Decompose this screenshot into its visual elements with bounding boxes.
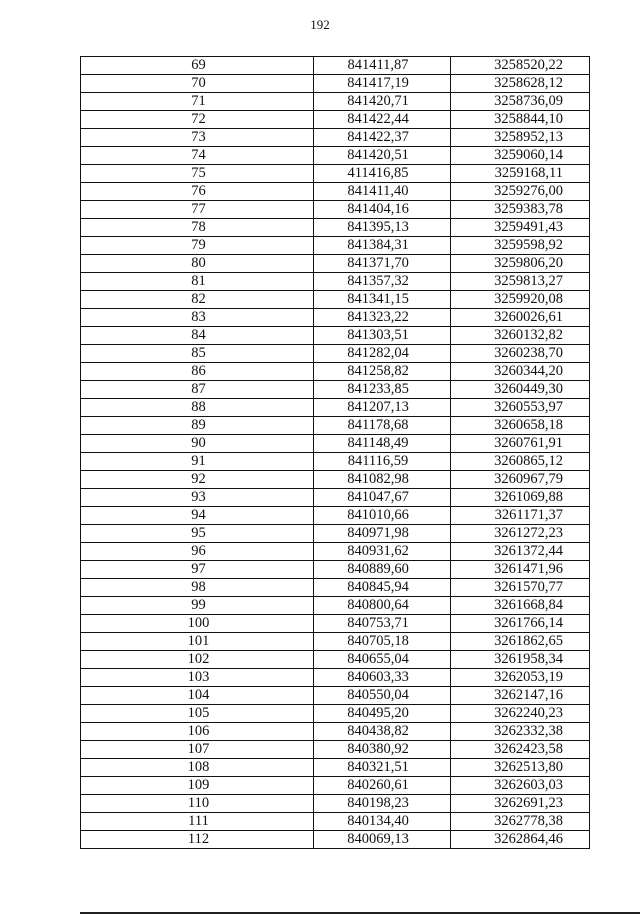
x-coordinate-cell: 841395,13: [314, 219, 451, 237]
table-row: [81, 831, 590, 849]
x-coordinate-cell: 841341,15: [314, 291, 451, 309]
x-coordinate-cell: 841384,31: [314, 237, 451, 255]
point-number-cell: 108: [81, 759, 314, 777]
x-coordinate-cell: 841323,22: [314, 309, 451, 327]
y-coordinate-cell: 3261668,84: [451, 597, 590, 615]
y-coordinate-cell: 3259920,08: [451, 291, 590, 309]
table-row: [81, 75, 590, 93]
point-number-cell: 75: [81, 165, 314, 183]
point-number-cell: 74: [81, 147, 314, 165]
x-coordinate-cell: 841207,13: [314, 399, 451, 417]
x-coordinate-cell: 841420,71: [314, 93, 451, 111]
y-coordinate-cell: 3260132,82: [451, 327, 590, 345]
y-coordinate-cell: 3258952,13: [451, 129, 590, 147]
x-coordinate-cell: 841371,70: [314, 255, 451, 273]
x-coordinate-cell: 411416,85: [314, 165, 451, 183]
x-coordinate-cell: 840800,64: [314, 597, 451, 615]
point-number-cell: 109: [81, 777, 314, 795]
point-number-cell: 112: [81, 831, 314, 849]
table-row: [81, 291, 590, 309]
y-coordinate-cell: 3260553,97: [451, 399, 590, 417]
point-number-cell: 94: [81, 507, 314, 525]
x-coordinate-cell: 840971,98: [314, 525, 451, 543]
point-number-cell: 91: [81, 453, 314, 471]
y-coordinate-cell: 3260967,79: [451, 471, 590, 489]
table-row: [81, 183, 590, 201]
y-coordinate-cell: 3259060,14: [451, 147, 590, 165]
point-number-cell: 85: [81, 345, 314, 363]
x-coordinate-cell: 841082,98: [314, 471, 451, 489]
point-number-cell: 80: [81, 255, 314, 273]
table-row: [81, 309, 590, 327]
point-number-cell: 102: [81, 651, 314, 669]
table-row: [81, 129, 590, 147]
x-coordinate-cell: 841417,19: [314, 75, 451, 93]
point-number-cell: 97: [81, 561, 314, 579]
x-coordinate-cell: 841404,16: [314, 201, 451, 219]
table-row: [81, 615, 590, 633]
table-row: [81, 723, 590, 741]
table-row: [81, 273, 590, 291]
x-coordinate-cell: 841178,68: [314, 417, 451, 435]
y-coordinate-cell: 3261471,96: [451, 561, 590, 579]
point-number-cell: 86: [81, 363, 314, 381]
y-coordinate-cell: 3262053,19: [451, 669, 590, 687]
point-number-cell: 107: [81, 741, 314, 759]
page-number: 192: [310, 17, 330, 32]
point-number-cell: 99: [81, 597, 314, 615]
x-coordinate-cell: 841116,59: [314, 453, 451, 471]
x-coordinate-cell: 841303,51: [314, 327, 451, 345]
point-number-cell: 78: [81, 219, 314, 237]
point-number-cell: 77: [81, 201, 314, 219]
y-coordinate-cell: 3259276,00: [451, 183, 590, 201]
y-coordinate-cell: 3260761,91: [451, 435, 590, 453]
table-row: [81, 579, 590, 597]
point-number-cell: 110: [81, 795, 314, 813]
y-coordinate-cell: 3260658,18: [451, 417, 590, 435]
y-coordinate-cell: 3261069,88: [451, 489, 590, 507]
point-number-cell: 96: [81, 543, 314, 561]
y-coordinate-cell: 3259806,20: [451, 255, 590, 273]
y-coordinate-cell: 3262603,03: [451, 777, 590, 795]
y-coordinate-cell: 3260238,70: [451, 345, 590, 363]
point-number-cell: 100: [81, 615, 314, 633]
x-coordinate-cell: 841148,49: [314, 435, 451, 453]
point-number-cell: 98: [81, 579, 314, 597]
table-row: [81, 237, 590, 255]
x-coordinate-cell: 840495,20: [314, 705, 451, 723]
table-row: [81, 489, 590, 507]
table-row: [81, 741, 590, 759]
y-coordinate-cell: 3261171,37: [451, 507, 590, 525]
y-coordinate-cell: 3258520,22: [451, 57, 590, 75]
point-number-cell: 105: [81, 705, 314, 723]
y-coordinate-cell: 3262778,38: [451, 813, 590, 831]
x-coordinate-cell: 841422,44: [314, 111, 451, 129]
point-number-cell: 88: [81, 399, 314, 417]
table-row: [81, 561, 590, 579]
point-number-cell: 92: [81, 471, 314, 489]
table-row: [81, 687, 590, 705]
point-number-cell: 83: [81, 309, 314, 327]
table-row: [81, 597, 590, 615]
table-row: [81, 57, 590, 75]
x-coordinate-cell: 840380,92: [314, 741, 451, 759]
x-coordinate-cell: 840198,23: [314, 795, 451, 813]
y-coordinate-cell: 3261862,65: [451, 633, 590, 651]
table-row: [81, 93, 590, 111]
y-coordinate-cell: 3259383,78: [451, 201, 590, 219]
y-coordinate-cell: 3260865,12: [451, 453, 590, 471]
table-row: [81, 327, 590, 345]
point-number-cell: 93: [81, 489, 314, 507]
table-row: [81, 795, 590, 813]
table-row: [81, 417, 590, 435]
point-number-cell: 81: [81, 273, 314, 291]
y-coordinate-cell: 3261766,14: [451, 615, 590, 633]
y-coordinate-cell: 3260449,30: [451, 381, 590, 399]
point-number-cell: 82: [81, 291, 314, 309]
x-coordinate-cell: 840134,40: [314, 813, 451, 831]
y-coordinate-cell: 3262423,58: [451, 741, 590, 759]
y-coordinate-cell: 3262147,16: [451, 687, 590, 705]
table-row: [81, 219, 590, 237]
x-coordinate-cell: 841420,51: [314, 147, 451, 165]
table-row: [81, 705, 590, 723]
table-row: [81, 633, 590, 651]
y-coordinate-cell: 3262513,80: [451, 759, 590, 777]
point-number-cell: 84: [81, 327, 314, 345]
point-number-cell: 87: [81, 381, 314, 399]
point-number-cell: 70: [81, 75, 314, 93]
table-row: [81, 777, 590, 795]
point-number-cell: 72: [81, 111, 314, 129]
coordinates-table-body: [81, 57, 590, 849]
table-row: [81, 165, 590, 183]
x-coordinate-cell: 840705,18: [314, 633, 451, 651]
x-coordinate-cell: 841411,87: [314, 57, 451, 75]
y-coordinate-cell: 3261958,34: [451, 651, 590, 669]
coordinates-table: [80, 56, 590, 849]
x-coordinate-cell: 840321,51: [314, 759, 451, 777]
y-coordinate-cell: 3262691,23: [451, 795, 590, 813]
y-coordinate-cell: 3260026,61: [451, 309, 590, 327]
y-coordinate-cell: 3258628,12: [451, 75, 590, 93]
y-coordinate-cell: 3261272,23: [451, 525, 590, 543]
y-coordinate-cell: 3259813,27: [451, 273, 590, 291]
x-coordinate-cell: 840438,82: [314, 723, 451, 741]
point-number-cell: 73: [81, 129, 314, 147]
table-row: [81, 363, 590, 381]
point-number-cell: 95: [81, 525, 314, 543]
table-row: [81, 813, 590, 831]
table-row: [81, 669, 590, 687]
table-row: [81, 453, 590, 471]
x-coordinate-cell: 840069,13: [314, 831, 451, 849]
table-row: [81, 651, 590, 669]
x-coordinate-cell: 841047,67: [314, 489, 451, 507]
x-coordinate-cell: 840931,62: [314, 543, 451, 561]
x-coordinate-cell: 841010,66: [314, 507, 451, 525]
y-coordinate-cell: 3259491,43: [451, 219, 590, 237]
table-row: [81, 507, 590, 525]
table-row: [81, 111, 590, 129]
table-row: [81, 255, 590, 273]
y-coordinate-cell: 3262864,46: [451, 831, 590, 849]
x-coordinate-cell: 841282,04: [314, 345, 451, 363]
x-coordinate-cell: 841411,40: [314, 183, 451, 201]
table-row: [81, 201, 590, 219]
table-row: [81, 759, 590, 777]
x-coordinate-cell: 841357,32: [314, 273, 451, 291]
table-row: [81, 381, 590, 399]
y-coordinate-cell: 3260344,20: [451, 363, 590, 381]
point-number-cell: 111: [81, 813, 314, 831]
y-coordinate-cell: 3259168,11: [451, 165, 590, 183]
bottom-rule: [80, 912, 640, 914]
y-coordinate-cell: 3261372,44: [451, 543, 590, 561]
table-row: [81, 471, 590, 489]
point-number-cell: 71: [81, 93, 314, 111]
x-coordinate-cell: 840889,60: [314, 561, 451, 579]
y-coordinate-cell: 3258736,09: [451, 93, 590, 111]
point-number-cell: 89: [81, 417, 314, 435]
point-number-cell: 90: [81, 435, 314, 453]
table-row: [81, 345, 590, 363]
y-coordinate-cell: 3262332,38: [451, 723, 590, 741]
point-number-cell: 101: [81, 633, 314, 651]
x-coordinate-cell: 841258,82: [314, 363, 451, 381]
x-coordinate-cell: 840845,94: [314, 579, 451, 597]
table-row: [81, 399, 590, 417]
point-number-cell: 76: [81, 183, 314, 201]
point-number-cell: 69: [81, 57, 314, 75]
table-row: [81, 147, 590, 165]
point-number-cell: 103: [81, 669, 314, 687]
point-number-cell: 79: [81, 237, 314, 255]
table-row: [81, 543, 590, 561]
x-coordinate-cell: 840260,61: [314, 777, 451, 795]
y-coordinate-cell: 3261570,77: [451, 579, 590, 597]
x-coordinate-cell: 841422,37: [314, 129, 451, 147]
y-coordinate-cell: 3259598,92: [451, 237, 590, 255]
x-coordinate-cell: 841233,85: [314, 381, 451, 399]
x-coordinate-cell: 840603,33: [314, 669, 451, 687]
y-coordinate-cell: 3258844,10: [451, 111, 590, 129]
y-coordinate-cell: 3262240,23: [451, 705, 590, 723]
table-row: [81, 525, 590, 543]
x-coordinate-cell: 840655,04: [314, 651, 451, 669]
table-row: [81, 435, 590, 453]
x-coordinate-cell: 840753,71: [314, 615, 451, 633]
point-number-cell: 104: [81, 687, 314, 705]
x-coordinate-cell: 840550,04: [314, 687, 451, 705]
point-number-cell: 106: [81, 723, 314, 741]
